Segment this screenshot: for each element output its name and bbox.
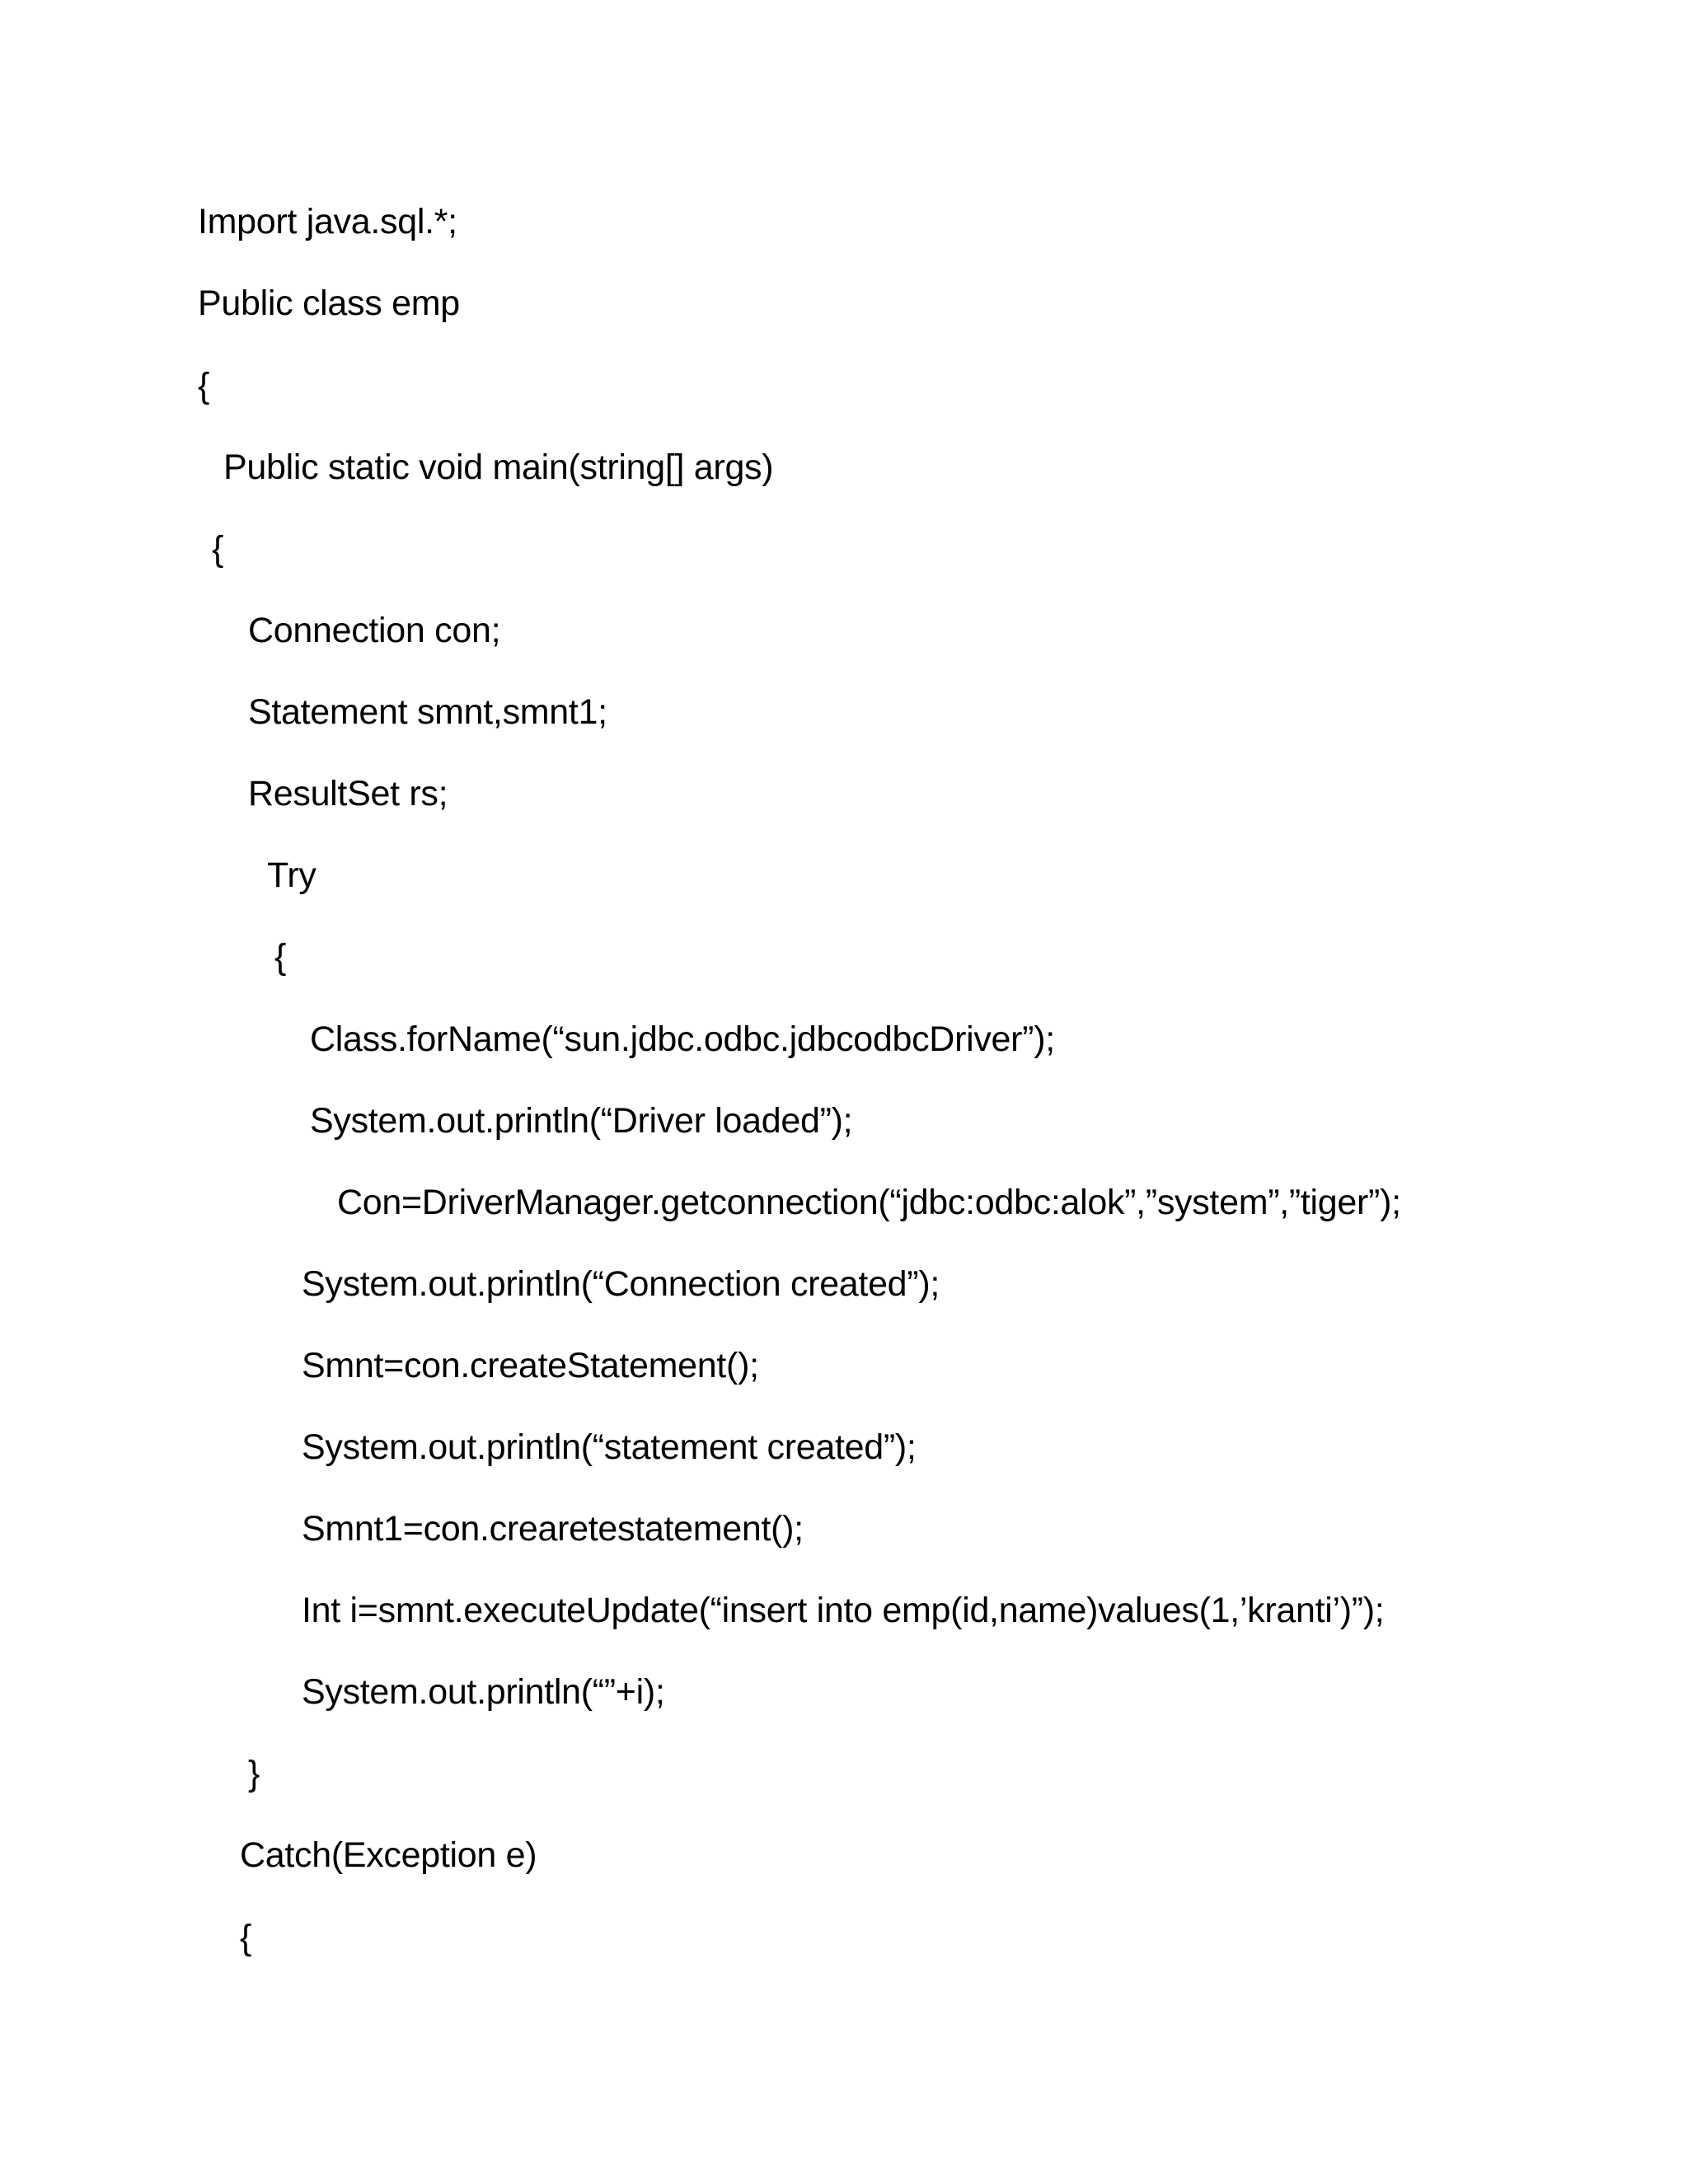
code-line-try-open-brace: { (274, 937, 287, 977)
code-line-create-statement-2: Smnt1=con.crearetestatement(); (302, 1509, 804, 1549)
code-line-create-statement: Smnt=con.createStatement(); (302, 1346, 759, 1385)
code-line-class-declaration: Public class emp (198, 284, 460, 323)
code-line-resultset-decl: ResultSet rs; (248, 774, 448, 813)
code-line-println-statement-created: System.out.println(“statement created”); (302, 1427, 917, 1467)
code-line-class-forname: Class.forName(“sun.jdbc.odbc.jdbcodbcDriver”); (310, 1019, 1055, 1059)
code-line-println-driver-loaded: System.out.println(“Driver loaded”); (310, 1101, 853, 1141)
code-line-main-open-brace: { (212, 529, 224, 569)
code-line-class-open-brace: { (198, 366, 210, 405)
code-line-import: Import java.sql.*; (198, 202, 457, 241)
code-line-println-result: System.out.println(“”+i); (302, 1672, 665, 1712)
code-line-execute-update: Int i=smnt.executeUpdate(“insert into emp(id,name)values(1,’kranti’)”); (302, 1591, 1385, 1630)
code-line-getconnection: Con=DriverManager.getconnection(“jdbc:odbc:alok”,”system”,”tiger”); (337, 1183, 1401, 1222)
code-line-main-method: Public static void main(string[] args) (223, 448, 774, 487)
code-line-catch: Catch(Exception e) (240, 1835, 537, 1875)
code-line-statement-decl: Statement smnt,smnt1; (248, 692, 607, 732)
code-line-catch-open-brace: { (240, 1918, 252, 1957)
code-line-try: Try (267, 855, 316, 895)
code-line-println-connection-created: System.out.println(“Connection created”); (302, 1264, 940, 1304)
code-line-connection-decl: Connection con; (248, 611, 501, 650)
code-line-try-close-brace: } (248, 1754, 260, 1793)
